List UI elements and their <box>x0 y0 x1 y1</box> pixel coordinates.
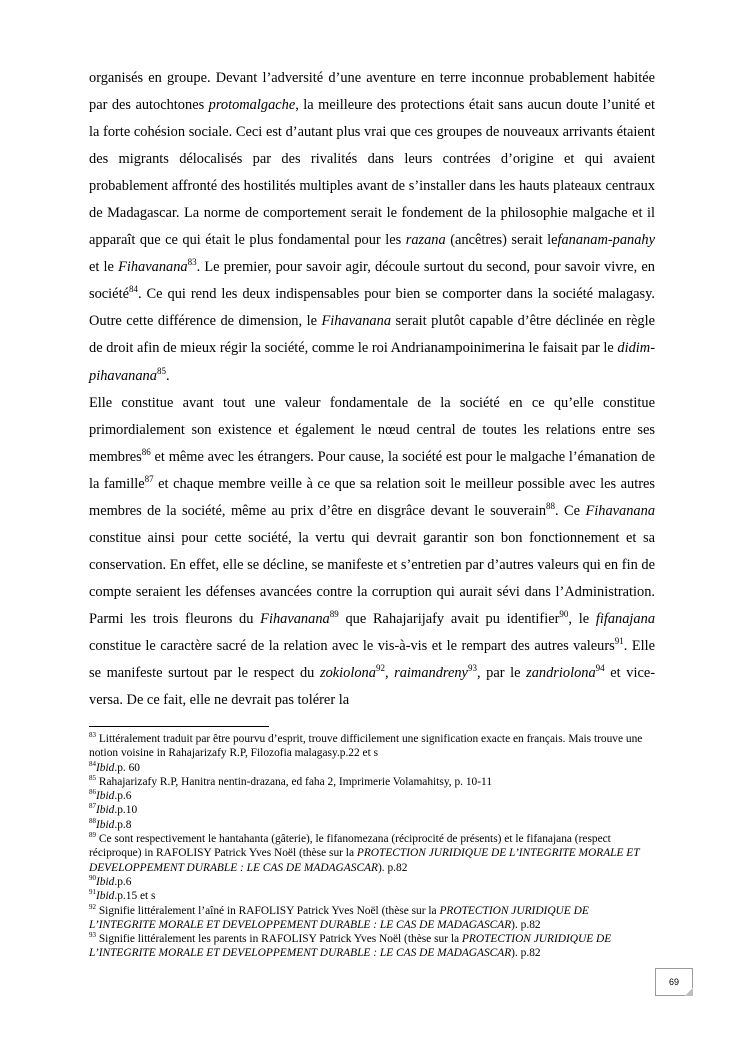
footnote-91 <box>89 889 655 903</box>
footnote-ref: 88 <box>546 500 556 511</box>
text-run: et vice-versa. De ce fait, elle ne devrait pas tolérer la <box>89 665 656 709</box>
footnote-ibid: Ibid <box>96 804 115 817</box>
footnote-89 <box>89 832 655 875</box>
italic-term: zokiolona <box>319 665 376 682</box>
footnote-text: Littéralement traduit par être pourvu d’esprit, trouve difficilement une signification exacte en français. Mais trouve une notion voisine in Rahajarizafy R.P, Filozofia malagasy.p.22 et s <box>89 733 643 760</box>
text-run: et chaque membre veille à ce que sa relation soit le meilleur possible avec les autres membres de la société, même au prix d’être en disgrâce devant le souverain <box>89 475 655 519</box>
footnote-88 <box>89 818 655 832</box>
footnote-text: ). p.82 <box>511 918 541 931</box>
italic-term: raimandreny <box>394 665 468 682</box>
italic-term: Fihavanana <box>260 610 330 627</box>
text-run: . Elle se manifeste surtout par le respect du <box>89 637 655 682</box>
footnote-number: 83 <box>89 731 96 740</box>
footnote-ref: 84 <box>128 284 138 295</box>
text-run: , par le <box>476 665 527 682</box>
footnote-84 <box>89 761 655 775</box>
footnote-text: .p.6 <box>114 875 132 888</box>
footnote-86 <box>89 789 655 803</box>
footnote-separator <box>89 726 269 727</box>
footnote-text: .p. 60 <box>114 761 140 774</box>
footnote-85 <box>89 775 655 789</box>
footnote-ref: 90 <box>559 609 569 620</box>
text-run: constitue ainsi pour cette société, la vertu qui devrait garantir son bon fonctionnement et sa conservation. En effet, elle se décline, se manifeste et s’entretien par d’autres valeurs qui en fin de compte seraient les défenses avancées contre la corruption qui aurait sévi dans l’Administration. Parmi les trois fleurons du <box>89 529 655 627</box>
footnote-number: 85 <box>89 774 96 783</box>
text-run: (ancêtres) serait le <box>445 232 558 249</box>
footnote-ref: 83 <box>187 257 197 268</box>
footnote-text: Signifie littéralement les parents in RAFOLISY Patrick Yves Noël (thèse sur la <box>96 933 462 946</box>
footnote-text: ). p.82 <box>377 861 408 874</box>
page-number: 69 <box>668 977 679 987</box>
text-run: constitue le caractère sacré de la relation avec le vis-à-vis et le rempart des autres valeurs <box>89 637 615 654</box>
paragraph-1 <box>89 65 655 390</box>
footnote-ibid: Ibid <box>96 875 115 888</box>
footnote-ref: 94 <box>595 663 605 674</box>
footnote-90 <box>89 875 655 889</box>
footnote-87 <box>89 803 655 817</box>
italic-term: didim-pihavanana <box>89 340 655 384</box>
footnote-number: 92 <box>89 902 96 911</box>
main-text <box>89 65 655 714</box>
footnote-92 <box>89 904 655 933</box>
footnote-text: ). p.82 <box>511 947 541 960</box>
italic-term: protomalgache <box>208 97 296 114</box>
footnote-83 <box>89 732 655 761</box>
footnote-ref: 92 <box>375 663 385 674</box>
page-curl-decoration <box>685 988 693 996</box>
footnote-text: .p.6 <box>114 790 132 803</box>
footnote-number: 88 <box>89 816 96 825</box>
footnote-ref: 85 <box>156 365 166 376</box>
italic-term: Fihavanana <box>585 502 656 519</box>
footnote-ibid: Ibid <box>96 790 115 803</box>
italic-term: fifanajana <box>595 610 656 627</box>
italic-term: fananam-panahy <box>557 232 655 249</box>
footnote-ref: 93 <box>467 663 477 674</box>
footnote-93 <box>89 932 655 961</box>
text-run: . <box>165 367 170 384</box>
italic-term: Fihavanana <box>321 313 392 330</box>
footnote-number: 91 <box>89 888 96 897</box>
footnote-number: 89 <box>89 831 96 840</box>
footnote-number: 90 <box>89 874 96 883</box>
footnote-text: Ce sont respectivement le hantahanta (gâterie), le fifanomezana (réciprocité de présents) et le fifanajana (respect réciproque) in RAFOLISY Patrick Yves Noël (thèse sur la <box>89 833 611 860</box>
footnote-number: 84 <box>89 759 96 768</box>
footnote-thesis-title: PROTECTION JURIDIQUE DE L’INTEGRITE MORALE ET DEVELOPPEMENT DURABLE : LE CAS DE MADAGASCAR <box>89 933 612 960</box>
footnote-ibid: Ibid <box>96 818 115 831</box>
italic-term: razana <box>405 232 446 249</box>
text-run: et le <box>89 259 119 276</box>
footnote-number: 87 <box>89 802 96 811</box>
text-run: . Ce qui rend les deux indispensables pour bien se comporter dans la société malagasy. Outre cette différence de dimension, le <box>89 286 655 330</box>
text-run: , la meilleure des protections était sans aucun doute l’unité et la forte cohésion sociale. Ceci est d’autant plus vrai que ces groupes de nouveaux arrivants étaient des migrants délocalisés par des rivalités dans leurs contrées d’origine et qui avaient probablement affronté des hostilités multiples avant de s’installer dans les hauts plateaux centraux de Madagascar. La norme de comportement serait le fondement de la philosophie malgache et il apparaît que ce qui était le plus fondamental pour les <box>89 97 655 249</box>
footnote-ref: 86 <box>141 446 151 457</box>
footnote-thesis-title: PROTECTION JURIDIQUE DE L’INTEGRITE MORALE ET DEVELOPPEMENT DURABLE : LE CAS DE MADAGASCAR <box>89 904 589 931</box>
footnote-thesis-title: PROTECTION JURIDIQUE DE L’INTEGRITE MORALE ET DEVELOPPEMENT DURABLE : LE CAS DE MADAGASCAR <box>89 847 640 874</box>
text-run: Elle constitue avant tout une valeur fondamentale de la société en ce qu’elle constitue primordialement son existence et également le nœud central de toutes les relations entre ses membres <box>89 394 655 465</box>
footnote-ref: 89 <box>329 609 339 620</box>
text-run: que Rahajarijafy avait pu identifier <box>338 610 560 627</box>
footnotes <box>89 732 655 961</box>
text-run: , le <box>568 610 596 627</box>
footnote-ibid: Ibid <box>96 761 115 774</box>
footnote-text: .p.8 <box>114 818 132 831</box>
text-run: serait plutôt capable d’être déclinée en règle de droit afin de mieux régir la société, comme le roi Andrianampoinimerina le faisait par le <box>89 313 655 357</box>
footnote-text: Signifie littéralement l’aîné in RAFOLISY Patrick Yves Noël (thèse sur la <box>96 904 440 917</box>
paragraph-2 <box>89 390 655 715</box>
footnote-text: .p.15 et s <box>114 890 156 903</box>
italic-term: Fihavanana <box>118 259 188 276</box>
text-run: . Le premier, pour savoir agir, découle surtout du second, pour savoir vivre, en société <box>89 259 656 303</box>
text-run: et même avec les étrangers. Pour cause, la société est pour le malgache l’émanation de la famille <box>89 448 655 492</box>
footnote-text: .p.10 <box>114 804 138 817</box>
page-number-badge <box>655 968 693 996</box>
footnote-ref: 87 <box>144 473 154 484</box>
footnote-ref: 91 <box>614 636 624 647</box>
text-run: organisés en groupe. Devant l’adversité d’une aventure en terre inconnue probablement habitée par des autochtones <box>89 70 655 114</box>
footnote-ibid: Ibid <box>96 890 115 903</box>
italic-term: zandriolona <box>526 665 596 682</box>
footnote-number: 93 <box>89 931 96 940</box>
text-run: . Ce <box>555 502 586 519</box>
text-run: , <box>384 665 395 682</box>
footnote-number: 86 <box>89 788 96 797</box>
footnote-text: Rahajarizafy R.P, Hanitra nentin-drazana, ed faha 2, Imprimerie Volamahitsy, p. 10-11 <box>96 775 493 788</box>
